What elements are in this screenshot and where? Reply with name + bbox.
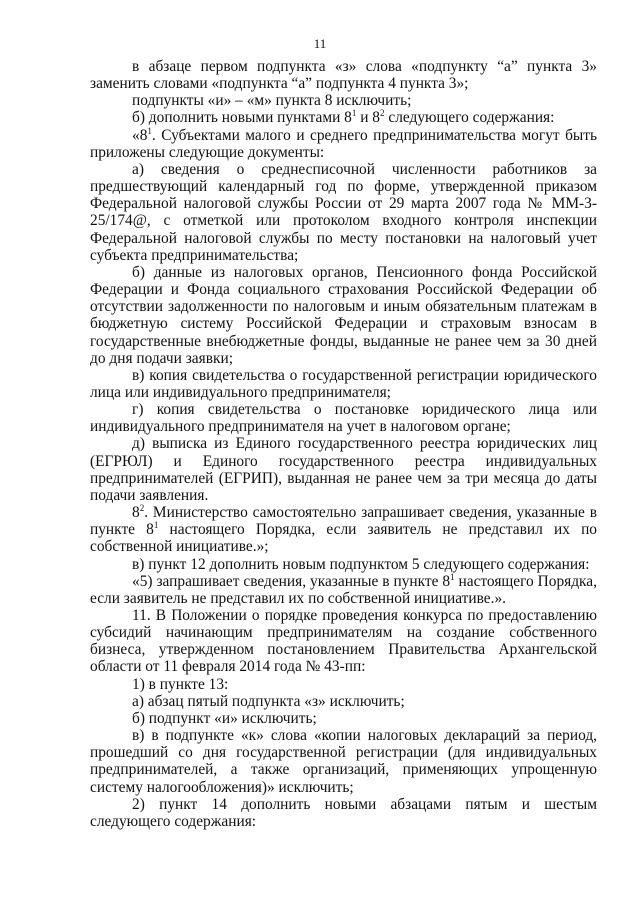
paragraph: в) в подпункте «к» слова «копии налоговых деклараций за период, прошедший со дня государственной регистрации (для индивидуальных предпринимателей, а также организаций, применяющих упрощенную систему налогообложения)» исключить; <box>90 727 597 796</box>
paragraph: д) выписка из Единого государственного реестра юридических лиц (ЕГРЮЛ) и Единого государственного реестра индивидуальных предпринимателей (ЕГРИП), выданная не ранее чем за три месяца до даты подачи заявления. <box>90 435 597 504</box>
paragraph: б) дополнить новыми пунктами $8^1$ и $8^2$ следующего содержания: <box>132 108 555 127</box>
paragraph: подпункты «и» – «м» пункта 8 исключить; <box>132 92 412 110</box>
paragraph: б) данные из налоговых органов, Пенсионного фонда Российской Федерации и Фонда социального страхования Российской Федерации об отсутствии задолженности по налоговым и иным обязательным платежам в бюджетную систему Российской Федерации и страховым взносам в государственные внебюджетные фонды, выданные не ранее чем за 30 дней до дня подачи заявки; <box>90 263 597 367</box>
paragraph: «5) запрашивает сведения, указанные в пункте $8^1$ настоящего Порядка, если заявитель не представил их по собственной инициативе.». <box>90 571 597 607</box>
page-number: 11 <box>313 36 327 51</box>
paragraph: в) копия свидетельства о государственной регистрации юридического лица или индивидуального предпринимателя; <box>90 366 597 401</box>
paragraph: б) подпункт «и» исключить; <box>132 709 317 727</box>
paragraph: в абзаце первом подпункта «з» слова «подпункту “а” пункта 3» заменить словами «подпункта “а” подпункта 4 пункта 3»; <box>90 58 597 93</box>
paragraph: г) копия свидетельства о постановке юридического лица или индивидуального предпринимателя на учет в налоговом органе; <box>90 401 597 436</box>
paragraph: 1) в пункте 13: <box>132 675 229 693</box>
paragraph: 2) пункт 14 дополнить новыми абзацами пятым и шестым следующего содержания: <box>90 795 597 830</box>
paragraph: 11. В Положении о порядке проведения конкурса по предоставлению субсидий начинающим предпринимателям на создание собственного бизнеса, утвержденном постановлением Правительства Архангельской области от 11 февраля 2014 года № 43-пп: <box>90 607 597 676</box>
paragraph: $8^2$. Министерство самостоятельно запрашивает сведения, указанные в пункте $8^1$ настоящего Порядка, если заявитель не представил их по собственной инициативе.»; <box>90 502 597 556</box>
paragraph: а) сведения о среднесписочной численности работников за предшествующий календарный год по форме, утвержденной приказом Федеральной налоговой службы России от 29 марта 2007 года № ММ-3-25/174@, с отметкой или протоколом входного контроля инспекции Федеральной налоговой службы по месту постановки на налоговый учет субъекта предпринимательства; <box>90 160 597 264</box>
paragraph: «$8^1$. Субъектами малого и среднего предпринимательства могут быть приложены следующие документы: <box>90 125 597 161</box>
document-body <box>90 58 597 830</box>
paragraph: а) абзац пятый подпункта «з» исключить; <box>132 692 405 710</box>
paragraph: в) пункт 12 дополнить новым подпунктом 5 следующего содержания: <box>132 555 590 573</box>
